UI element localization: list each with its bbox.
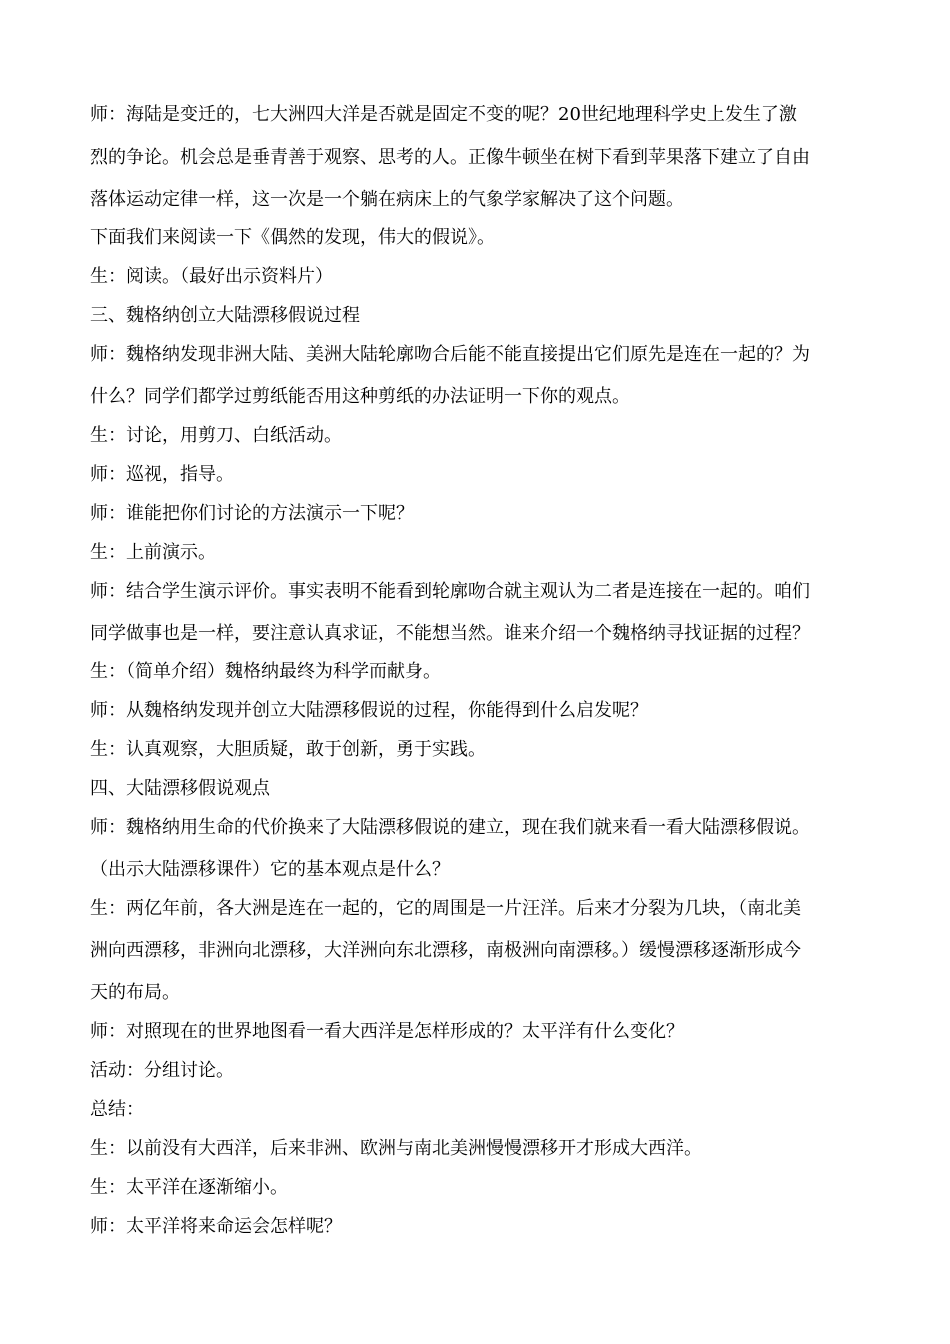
text-line: 师：魏格纳用生命的代价换来了大陆漂移假说的建立，现在我们就来看一看大陆漂移假说。 [90,817,810,838]
text-line: 生：上前演示。 [90,542,216,563]
text-line: 总结： [90,1099,144,1120]
text-line: 洲向西漂移，非洲向北漂移，大洋洲向东北漂移，南极洲向南漂移。）缓慢漂移逐渐形成今 [90,940,801,961]
text-line: 师：谁能把你们讨论的方法演示一下呢？ [90,503,414,524]
text-line: 生：认真观察，大胆质疑，敢于创新，勇于实践。 [90,739,486,760]
text-line: 烈的争论。机会总是垂青善于观察、思考的人。正像牛顿坐在树下看到苹果落下建立了自由 [90,147,810,168]
text-line: 师：巡视，指导。 [90,464,234,485]
text-line: 师：对照现在的世界地图看一看大西洋是怎样形成的？太平洋有什么变化？ [90,1021,684,1042]
section-heading: 三、魏格纳创立大陆漂移假说过程 [90,305,360,326]
text-line: 什么？同学们都学过剪纸能否用这种剪纸的办法证明一下你的观点。 [90,386,630,407]
text-line: 师：结合学生演示评价。事实表明不能看到轮廓吻合就主观认为二者是连接在一起的。咱们 [90,581,810,602]
text-line: 师：太平洋将来命运会怎样呢？ [90,1216,342,1237]
text-line: 师：从魏格纳发现并创立大陆漂移假说的过程，你能得到什么启发呢？ [90,700,648,721]
text-line: 生：以前没有大西洋，后来非洲、欧洲与南北美洲慢慢漂移开才形成大西洋。 [90,1138,702,1159]
text-line: 生：（简单介绍）魏格纳最终为科学而献身。 [90,661,441,682]
text-line: 同学做事也是一样，要注意认真求证，不能想当然。谁来介绍一个魏格纳寻找证据的过程？ [90,623,810,644]
text-line: 生：两亿年前，各大洲是连在一起的，它的周围是一片汪洋。后来才分裂为几块，（南北美 [90,898,801,919]
text-line: （出示大陆漂移课件）它的基本观点是什么？ [90,859,450,880]
text-line: 下面我们来阅读一下《偶然的发现，伟大的假说》。 [90,227,495,248]
text-line: 落体运动定律一样，这一次是一个躺在病床上的气象学家解决了这个问题。 [90,189,684,210]
section-heading: 四、大陆漂移假说观点 [90,778,270,799]
text-line: 师：海陆是变迁的，七大洲四大洋是否就是固定不变的呢？20世纪地理科学史上发生了激 [90,104,797,125]
text-line: 生：讨论，用剪刀、白纸活动。 [90,425,342,446]
text-line: 生：阅读。（最好出示资料片） [90,266,333,287]
text-line: 天的布局。 [90,982,180,1003]
text-line: 活动：分组讨论。 [90,1060,234,1081]
text-line: 师：魏格纳发现非洲大陆、美洲大陆轮廓吻合后能不能直接提出它们原先是连在一起的？为 [90,344,810,365]
text-line: 生：太平洋在逐渐缩小。 [90,1177,288,1198]
